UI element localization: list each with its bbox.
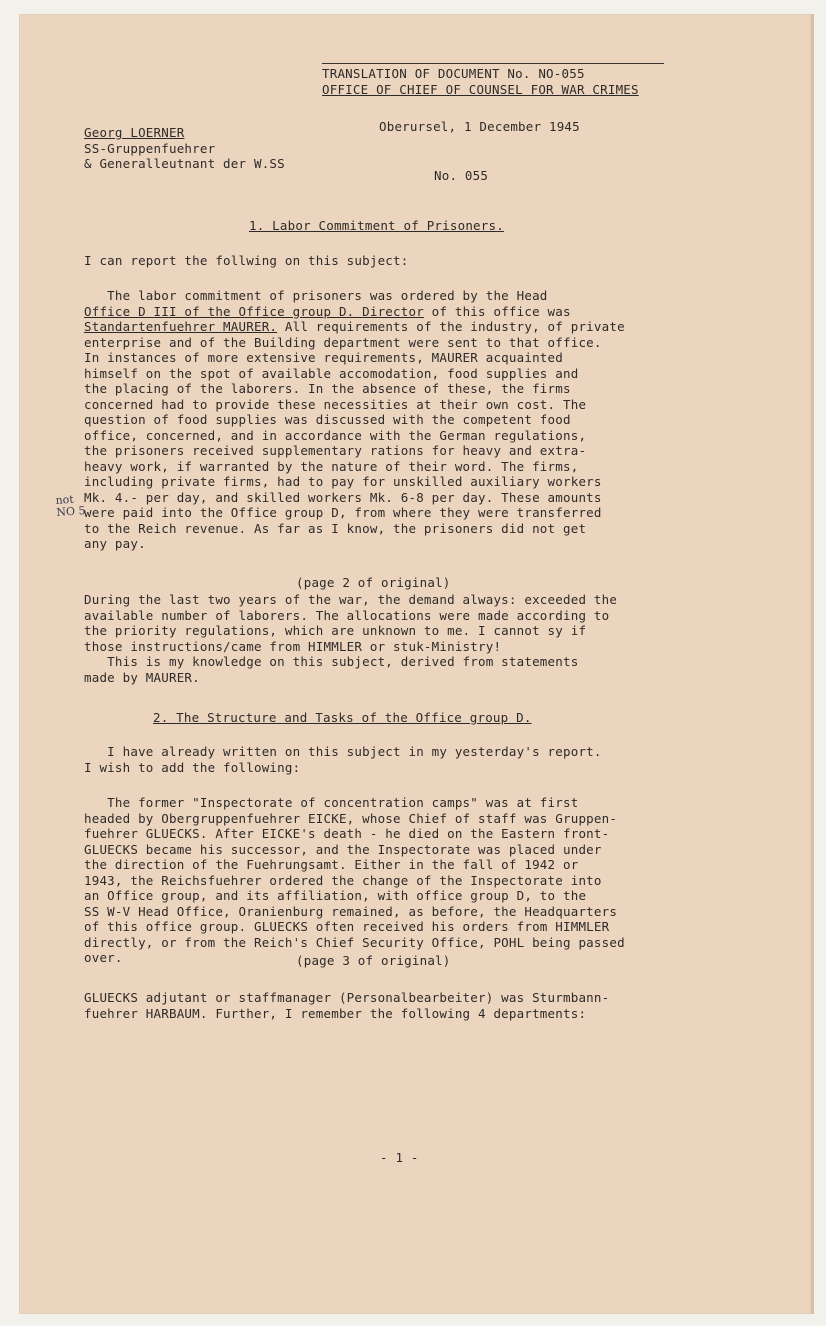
para1-line: any pay. [84,536,146,551]
para1-line: heavy work, if warranted by the nature of their word. The firms, [84,458,579,474]
s2p1-line: GLUECKS became his successor, and the Inspectorate was placed under [84,841,602,857]
para1-line: the prisoners received supplementary rations for heavy and extra- [84,443,587,458]
header-rule [322,63,664,64]
page-number: - 1 - [380,1150,419,1165]
para1-line: himself on the spot of available accomodation, food supplies and [84,365,579,381]
para1-line: to the Reich revenue. As far as I know, the prisoners did not get [84,520,587,536]
s2p2-line: GLUECKS adjutant or staffmanager (Personalbearbeiter) was Sturmbann- [84,990,610,1005]
page-2-marker: (page 2 of original) [296,575,451,590]
s2p1-line: of this office group. GLUECKS often received his orders from HIMMLER [84,919,610,934]
section-1-paragraph-2 [84,592,617,685]
sender-block [84,125,285,172]
s2p1-line: SS W-V Head Office, Oranienburg remained, as before, the Headquarters [84,903,618,919]
para1-maurer: Standartenfuehrer MAURER. [84,319,278,334]
document-number: No. 055 [434,168,489,183]
s2p1-line: the direction of the Fuehrungsamt. Either in the fall of 1942 or [84,857,579,872]
sender-name: Georg LOERNER [84,125,185,140]
para1-line: including private firms, had to pay for unskilled auxiliary workers [84,474,602,489]
header-line-1: TRANSLATION OF DOCUMENT No. NO-055 [322,66,585,81]
section-2-paragraph-2 [84,990,609,1021]
para1-line: were paid into the Office group D, from where they were transferred [84,505,602,520]
s2p1-line: 1943, the Reichsfuehrer ordered the change of the Inspectorate into [84,872,602,888]
para1-line: the placing of the laborers. In the absence of these, the firms [84,381,571,396]
section-1-heading: 1. Labor Commitment of Prisoners. [249,218,504,233]
para2-line: the priority regulations, which are unknown to me. I cannot sy if [84,623,587,638]
header-line-2: OFFICE OF CHIEF OF COUNSEL FOR WAR CRIMES [322,81,639,97]
para1-line: concerned had to provide these necessities at their own cost. The [84,396,587,412]
page-3-marker: (page 3 of original) [296,953,451,968]
para1-line: question of food supplies was discussed with the competent food [84,412,571,427]
para2-line: made by MAURER. [84,669,200,685]
section-2-heading: 2. The Structure and Tasks of the Office group D. [153,710,532,725]
para2-line: available number of laborers. The allocations were made according to [84,607,610,623]
para1-line-2-rest: of this office was [423,303,571,319]
section-1-paragraph-1 [84,288,625,552]
intro-line: I wish to add the following: [84,759,301,775]
section-1-intro: I can report the follwing on this subject: [84,253,409,268]
sender-rank-2: & Generalleutnant der W.SS [84,156,285,171]
sender-rank-1: SS-Gruppenfuehrer [84,140,216,156]
s2p1-line: fuehrer GLUECKS. After EICKE's death - he died on the Eastern front- [84,826,610,841]
para1-line: In instances of more extensive requirements, MAURER acquainted [84,350,563,365]
s2p1-line: The former "Inspectorate of concentration camps" was at first [84,795,579,810]
para2-line: those instructions/came from HIMMLER or stuk-Ministry! [84,638,502,654]
place-date: Oberursel, 1 December 1945 [379,119,580,134]
para2-line: During the last two years of the war, the demand always: exceeded the [84,592,618,607]
para1-line: Mk. 4.- per day, and skilled workers Mk. 6-8 per day. These amounts [84,489,602,505]
para1-line-1: The labor commitment of prisoners was ordered by the Head [84,288,548,303]
translation-header [322,66,639,97]
handwritten-margin-note: not NO 5 [55,492,86,519]
s2p1-line: an Office group, and its affiliation, with office group D, to the [84,888,587,903]
intro-line: I have already written on this subject in my yesterday's report. [84,744,602,759]
s2p1-line: headed by Obergruppenfuehrer EICKE, whose Chief of staff was Gruppen- [84,810,618,826]
para1-office-director: Office D III of the Office group D. Director [84,303,424,319]
s2p2-line: fuehrer HARBAUM. Further, I remember the following 4 departments: [84,1005,587,1021]
s2p1-line: directly, or from the Reich's Chief Security Office, POHL being passed [84,934,625,950]
para1-line-3-rest: All requirements of the industry, of private [277,319,625,334]
para1-line: office, concerned, and in accordance with the German regulations, [84,427,587,443]
para2-line: This is my knowledge on this subject, derived from statements [84,654,579,669]
s2p1-line: over. [84,950,123,965]
section-2-intro [84,744,602,775]
section-2-paragraph-1 [84,795,625,966]
para1-line: enterprise and of the Building department were sent to that office. [84,334,602,350]
